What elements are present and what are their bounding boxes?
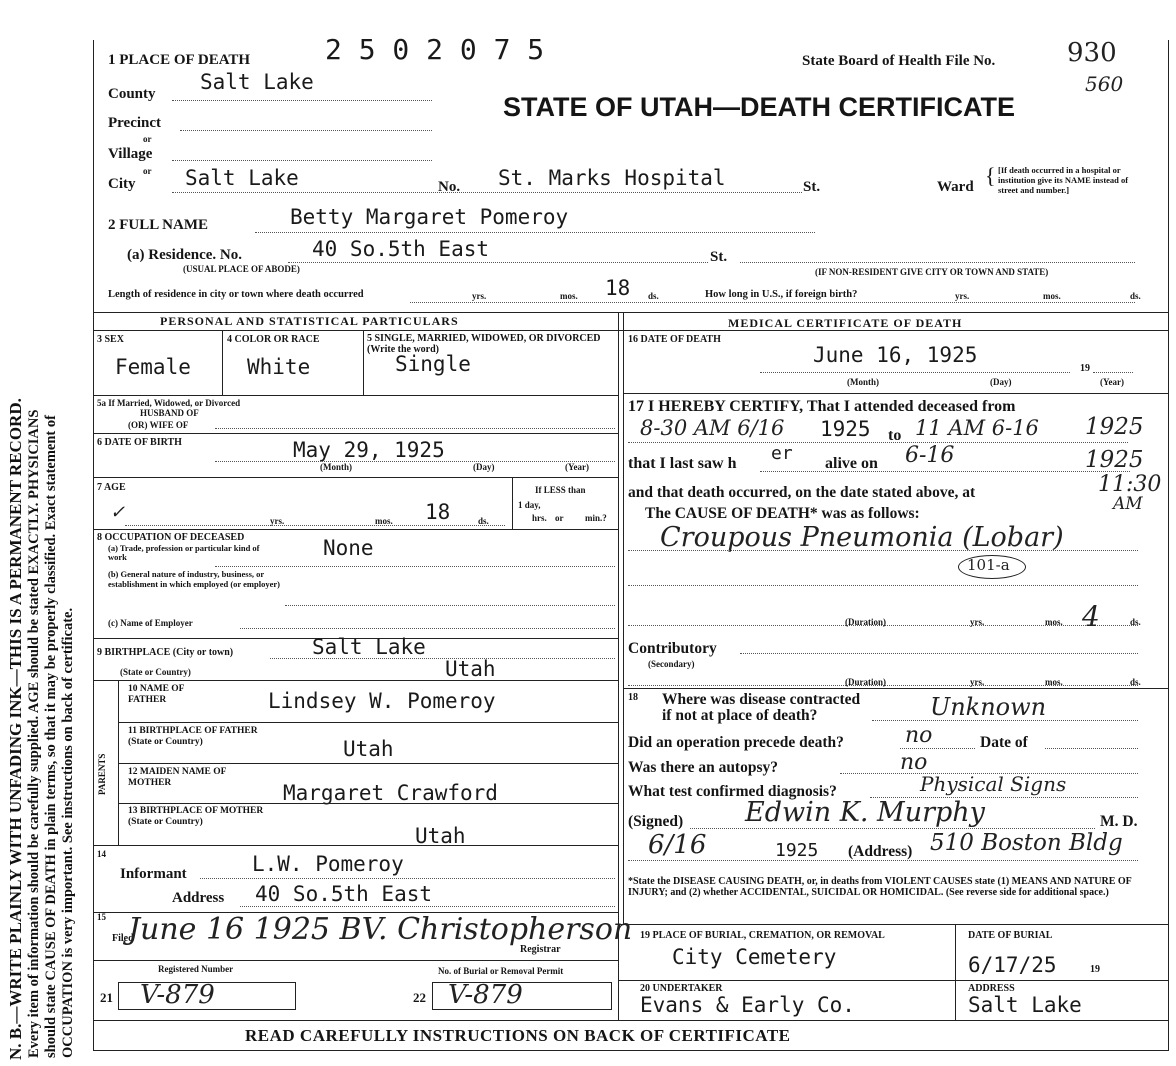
burial-label: 19 PLACE OF BURIAL, CREMATION, OR REMOVAL (640, 930, 885, 941)
file-sub-number: 560 (1085, 72, 1124, 96)
duration-value: 4 (1082, 600, 1100, 633)
residence-value: 40 So.5th East (312, 237, 490, 261)
cause-code: 101-a (967, 556, 1010, 574)
side-note-2: Every item of information should be carefully supplied. AGE should be stated EXACTLY. PHYSICIANS (26, 409, 42, 1058)
undertaker-value: Evans & Early Co. (640, 993, 855, 1017)
registered-number: V-879 (140, 980, 215, 1010)
last-saw-date: 6-16 (905, 443, 955, 468)
burial-date-label: DATE OF BURIAL (968, 930, 1053, 941)
attended-from-year: 1925 (820, 417, 871, 441)
color-label: 4 COLOR OR RACE (227, 334, 320, 345)
birthplace-city: Salt Lake (312, 635, 426, 659)
undertaker-label: 20 UNDERTAKER (640, 983, 723, 994)
parents-label: PARENTS (97, 753, 107, 795)
age-label: 7 AGE (97, 482, 126, 493)
precinct-label: Precinct (108, 115, 162, 131)
file-number: 930 (1067, 38, 1117, 68)
burial-date-value: 6/17/25 (968, 953, 1057, 977)
marital-value: Single (395, 352, 471, 376)
physician-signature: Edwin K. Murphy (745, 797, 985, 828)
cause-of-death: Croupous Pneumonia (Lobar) (660, 522, 1064, 553)
filed-signature: June 16 1925 BV. Christopherson (128, 912, 633, 947)
mother-birthplace-label: 13 BIRTHPLACE OF MOTHER (State or Country) (128, 806, 264, 827)
hospital-value: St. Marks Hospital (498, 166, 726, 190)
footer-instructions: READ CAREFULLY INSTRUCTIONS ON BACK OF CERTIFICATE (245, 1026, 791, 1045)
signed-label: (Signed) (628, 813, 684, 830)
personal-heading: PERSONAL AND STATISTICAL PARTICULARS (160, 314, 459, 328)
undertaker-address-value: Salt Lake (968, 993, 1082, 1017)
file-no-label: State Board of Health File No. (802, 53, 996, 69)
father-birthplace-label: 11 BIRTHPLACE OF FATHER (State or Country) (128, 726, 258, 747)
occupation-label: 8 OCCUPATION OF DECEASED (97, 532, 245, 543)
permit-number: V-879 (448, 980, 523, 1010)
place-of-death-label: 1 PLACE OF DEATH (108, 52, 251, 68)
sex-label: 3 SEX (97, 334, 124, 345)
operation-value: no (905, 723, 933, 748)
age-check: ✓ (110, 502, 126, 523)
birthplace-state: Utah (445, 657, 496, 681)
mother-birthplace-value: Utah (415, 824, 466, 848)
death-ampm: AM (1113, 494, 1143, 514)
occupation-value: None (323, 536, 374, 560)
side-note-4: OCCUPATION is very important. See instructions on back of certificate. (60, 607, 76, 1058)
sign-date: 6/16 (648, 830, 707, 860)
attended-to: 11 AM 6-16 (915, 416, 1039, 440)
age-days-value: 18 (425, 500, 451, 524)
village-label: Village (108, 146, 153, 162)
father-value: Lindsey W. Pomeroy (268, 689, 496, 713)
attended-to-year: 1925 (1085, 414, 1144, 440)
test-value: Physical Signs (920, 772, 1067, 796)
certificate-title: STATE OF UTAH—DEATH CERTIFICATE (503, 92, 1015, 122)
last-saw-year: 1925 (1085, 447, 1144, 473)
autopsy-label: Was there an autopsy? (628, 759, 778, 776)
city-value: Salt Lake (185, 166, 299, 190)
mother-value: Margaret Crawford (283, 781, 498, 805)
test-label: What test confirmed diagnosis? (628, 783, 837, 800)
dob-label: 6 DATE OF BIRTH (97, 437, 182, 448)
mother-label: 12 MAIDEN NAME OF MOTHER (128, 767, 227, 788)
residence-label: (a) Residence. No. (127, 247, 242, 263)
city-label: City (108, 176, 136, 192)
father-birthplace-value: Utah (343, 737, 394, 761)
side-note-1: N. B.—WRITE PLAINLY WITH UNFADING INK—THIS IS A PERMANENT RECORD. (6, 398, 25, 1060)
birthplace-label: 9 BIRTHPLACE (City or town) (97, 647, 234, 658)
informant-label: Informant (120, 866, 187, 882)
contracted-label: Where was disease contracted (662, 691, 861, 708)
full-name-value: Betty Margaret Pomeroy (290, 205, 569, 229)
certify-statement: 17 I HEREBY CERTIFY, That I attended deceased from (628, 398, 1016, 415)
length-days-value: 18 (605, 276, 631, 300)
contracted-value: Unknown (930, 693, 1047, 721)
county-label: County (108, 86, 156, 102)
sex-value: Female (115, 355, 191, 379)
cause-label: The CAUSE OF DEATH* was as follows: (645, 505, 920, 522)
contributory-label: Contributory (628, 640, 717, 657)
cause-note: *State the DISEASE CAUSING DEATH, or, in deaths from VIOLENT CAUSES state (1) MEANS AND NATURE OF INJURY; and (2) whether ACCIDENTAL, SUICIDAL OR HOMICIDAL. (See reverse side for additional space.) (628, 876, 1132, 898)
marital-label: 5 SINGLE, MARRIED, WIDOWED, OR DIVORCED (Write the word) (367, 333, 601, 355)
dob-value: May 29, 1925 (293, 438, 445, 462)
length-of-residence-label: Length of residence in city or town where death occurred (108, 289, 364, 300)
attended-from: 8-30 AM 6/16 (640, 416, 785, 440)
father-label: 10 NAME OF FATHER (128, 684, 185, 705)
ward-note: [If death occurred in a hospital or institution give its NAME instead of street and number.] (998, 165, 1129, 195)
full-name-label: 2 FULL NAME (108, 217, 209, 233)
county-value: Salt Lake (200, 70, 314, 94)
undertaker-address-label: ADDRESS (968, 983, 1015, 994)
informant-address-value: 40 So.5th East (255, 882, 433, 906)
death-time: 11:30 (1098, 472, 1162, 497)
sign-year: 1925 (775, 840, 819, 861)
autopsy-value: no (900, 750, 928, 775)
medical-heading: MEDICAL CERTIFICATE OF DEATH (728, 316, 963, 330)
date-of-death-label: 16 DATE OF DEATH (628, 334, 721, 345)
operation-label: Did an operation precede death? (628, 734, 844, 751)
informant-address-label: Address (172, 890, 225, 906)
physician-address: 510 Boston Bldg (930, 830, 1123, 856)
burial-value: City Cemetery (672, 945, 837, 969)
side-note-3: should state CAUSE OF DEATH in plain terms, so that it may be properly classified. Exact statement of (43, 415, 59, 1058)
ward-label: Ward (937, 179, 974, 195)
color-value: White (247, 355, 311, 379)
date-of-death-value: June 16, 1925 (813, 343, 978, 367)
informant-value: L.W. Pomeroy (252, 852, 404, 876)
certificate-number: 2 5 0 2 0 7 5 (325, 33, 545, 66)
no-label: No. (438, 179, 461, 195)
